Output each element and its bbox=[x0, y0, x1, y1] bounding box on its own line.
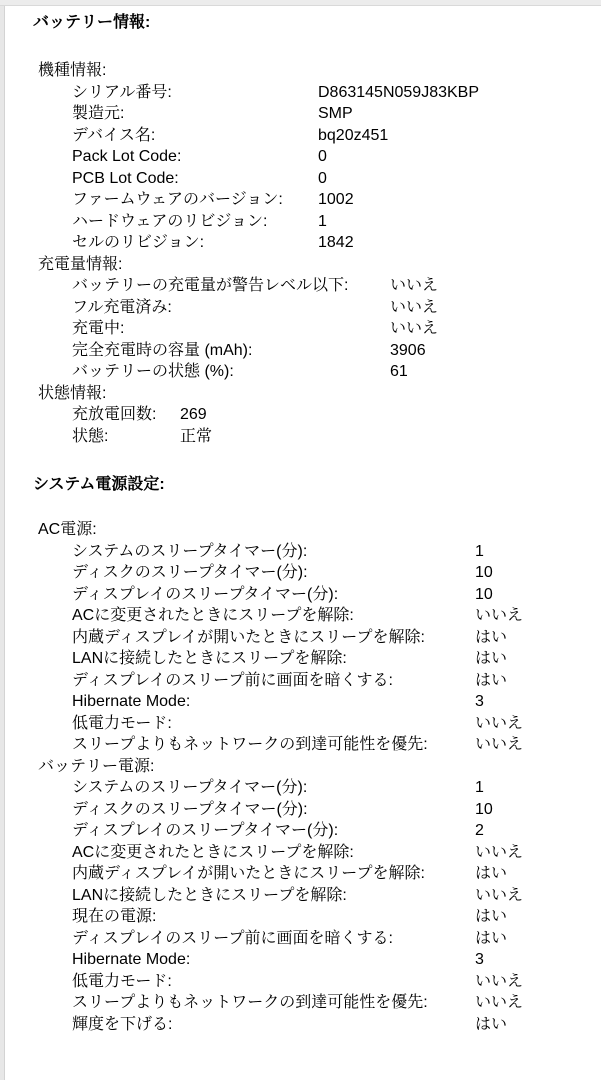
info-row bbox=[33, 211, 601, 233]
row-value: いいえ bbox=[390, 320, 439, 337]
row-label: 輝度を下げる: bbox=[72, 1015, 173, 1033]
row-label: デバイス名: bbox=[72, 126, 156, 144]
system-power-settings-header: システム電源設定: bbox=[33, 476, 165, 493]
row-value: はい bbox=[475, 671, 508, 689]
info-row bbox=[33, 928, 601, 950]
row-label: バッテリーの充電量が警告レベル以下: bbox=[72, 277, 349, 294]
row-value: はい bbox=[475, 929, 508, 947]
info-row bbox=[33, 777, 601, 799]
row-label: ACに変更されたときにスリープを解除: bbox=[72, 607, 354, 624]
section-ac-power bbox=[33, 519, 601, 756]
row-label: ハードウェアのリビジョン: bbox=[72, 212, 268, 230]
row-label: ディスクのスリープタイマー(分): bbox=[72, 564, 308, 581]
info-row bbox=[33, 404, 601, 426]
row-value: いいえ bbox=[475, 994, 524, 1011]
info-row bbox=[33, 297, 601, 319]
row-label: システムのスリープタイマー(分): bbox=[72, 779, 308, 796]
row-label: 内蔵ディスプレイが開いたときにスリープを解除: bbox=[72, 865, 425, 882]
info-row bbox=[33, 562, 601, 584]
row-value: 1 bbox=[475, 542, 484, 560]
row-label: 低電力モード: bbox=[72, 714, 172, 732]
row-value: D863145N059J83KBP bbox=[318, 83, 480, 101]
row-label: 現在の電源: bbox=[72, 908, 157, 925]
info-row bbox=[33, 971, 601, 993]
info-row bbox=[33, 670, 601, 692]
row-label: LANに接続したときにスリープを解除: bbox=[72, 886, 347, 904]
row-value: はい bbox=[475, 628, 508, 646]
row-label: フル充電済み: bbox=[72, 298, 172, 316]
row-value: いいえ bbox=[475, 607, 524, 624]
info-row bbox=[33, 863, 601, 885]
info-row bbox=[33, 820, 601, 842]
row-value: 10 bbox=[475, 800, 493, 818]
row-value: 正常 bbox=[180, 427, 213, 445]
row-value: bq20z451 bbox=[318, 126, 389, 144]
row-value: 1002 bbox=[318, 191, 354, 208]
info-row bbox=[33, 361, 601, 383]
row-value: 3 bbox=[475, 951, 484, 968]
section-charge-info bbox=[33, 254, 601, 383]
row-label: シリアル番号: bbox=[72, 83, 172, 101]
row-label: ディスクのスリープタイマー(分): bbox=[72, 800, 308, 818]
row-label: システムのスリープタイマー(分): bbox=[72, 542, 308, 560]
section-battery-power bbox=[33, 756, 601, 1036]
info-row bbox=[33, 426, 601, 448]
info-row bbox=[33, 232, 601, 254]
info-row bbox=[33, 713, 601, 735]
row-label: スリープよりもネットワークの到達可能性を優先: bbox=[72, 994, 428, 1011]
row-value: 1 bbox=[318, 212, 327, 230]
info-row bbox=[33, 146, 601, 168]
row-value: はい bbox=[475, 650, 508, 667]
info-row bbox=[33, 340, 601, 362]
row-value: いいえ bbox=[390, 298, 439, 316]
row-label: ディスプレイのスリープ前に画面を暗くする: bbox=[72, 671, 393, 689]
row-value: いいえ bbox=[390, 277, 439, 294]
row-value: 1 bbox=[475, 779, 484, 796]
row-value: 10 bbox=[475, 585, 493, 603]
info-row bbox=[33, 949, 601, 971]
section-title-ac-power: AC電源: bbox=[38, 521, 97, 538]
info-row bbox=[33, 691, 601, 713]
info-row bbox=[33, 906, 601, 928]
row-value: はい bbox=[475, 865, 508, 882]
system-report-pane bbox=[33, 12, 601, 1035]
row-label: 充電中: bbox=[72, 320, 125, 337]
info-row bbox=[33, 799, 601, 821]
info-row bbox=[33, 125, 601, 147]
info-row bbox=[33, 584, 601, 606]
info-row bbox=[33, 734, 601, 756]
info-row bbox=[33, 1014, 601, 1036]
row-label: セルのリビジョン: bbox=[72, 234, 205, 251]
row-value: いいえ bbox=[475, 736, 524, 753]
info-row bbox=[33, 275, 601, 297]
row-value: 3906 bbox=[390, 341, 426, 359]
row-value: 0 bbox=[318, 169, 327, 187]
row-label: 充放電回数: bbox=[72, 406, 157, 423]
row-label: 低電力モード: bbox=[72, 972, 172, 990]
battery-info-header: バッテリー情報: bbox=[33, 14, 151, 31]
row-label: バッテリーの状態 (%): bbox=[72, 363, 234, 380]
row-value: 61 bbox=[390, 363, 408, 380]
row-label: Pack Lot Code: bbox=[72, 148, 182, 165]
section-title-battery-power: バッテリー電源: bbox=[38, 757, 155, 775]
info-row bbox=[33, 168, 601, 190]
section-title-state-info: 状態情報: bbox=[38, 384, 107, 402]
row-value: 269 bbox=[180, 406, 207, 423]
row-label: Hibernate Mode: bbox=[72, 951, 191, 968]
section-state-info bbox=[33, 383, 601, 448]
info-row bbox=[33, 648, 601, 670]
window-left-edge bbox=[0, 0, 5, 1080]
info-row bbox=[33, 541, 601, 563]
info-row bbox=[33, 82, 601, 104]
row-label: LANに接続したときにスリープを解除: bbox=[72, 650, 347, 667]
row-label: ディスプレイのスリープ前に画面を暗くする: bbox=[72, 929, 393, 947]
row-value: いいえ bbox=[475, 843, 524, 861]
row-label: ディスプレイのスリープタイマー(分): bbox=[72, 822, 339, 839]
info-row bbox=[33, 992, 601, 1014]
row-value: いいえ bbox=[475, 972, 524, 990]
info-row bbox=[33, 885, 601, 907]
row-label: 製造元: bbox=[72, 105, 125, 122]
row-value: いいえ bbox=[475, 886, 524, 904]
row-value: いいえ bbox=[475, 714, 524, 732]
row-value: はい bbox=[475, 1015, 508, 1033]
section-title-model-info: 機種情報: bbox=[38, 62, 107, 79]
row-label: 完全充電時の容量 (mAh): bbox=[72, 341, 253, 359]
row-value: 0 bbox=[318, 148, 327, 165]
row-label: Hibernate Mode: bbox=[72, 693, 191, 710]
row-label: ACに変更されたときにスリープを解除: bbox=[72, 843, 354, 861]
row-value: 2 bbox=[475, 822, 484, 839]
info-row bbox=[33, 842, 601, 864]
row-value: 3 bbox=[475, 693, 484, 710]
row-value: はい bbox=[475, 908, 508, 925]
row-value: SMP bbox=[318, 105, 353, 122]
row-label: ファームウェアのバージョン: bbox=[72, 191, 283, 208]
row-label: 内蔵ディスプレイが開いたときにスリープを解除: bbox=[72, 628, 425, 646]
section-title-charge-info: 充電量情報: bbox=[38, 255, 123, 273]
info-row bbox=[33, 189, 601, 211]
row-value: 10 bbox=[475, 564, 493, 581]
row-label: スリープよりもネットワークの到達可能性を優先: bbox=[72, 736, 428, 753]
window-top-edge bbox=[0, 0, 601, 6]
info-row bbox=[33, 627, 601, 649]
row-label: PCB Lot Code: bbox=[72, 169, 179, 187]
info-row bbox=[33, 605, 601, 627]
info-row bbox=[33, 103, 601, 125]
section-model-info bbox=[33, 60, 601, 254]
row-value: 1842 bbox=[318, 234, 354, 251]
info-row bbox=[33, 318, 601, 340]
row-label: ディスプレイのスリープタイマー(分): bbox=[72, 585, 339, 603]
row-label: 状態: bbox=[72, 427, 109, 445]
